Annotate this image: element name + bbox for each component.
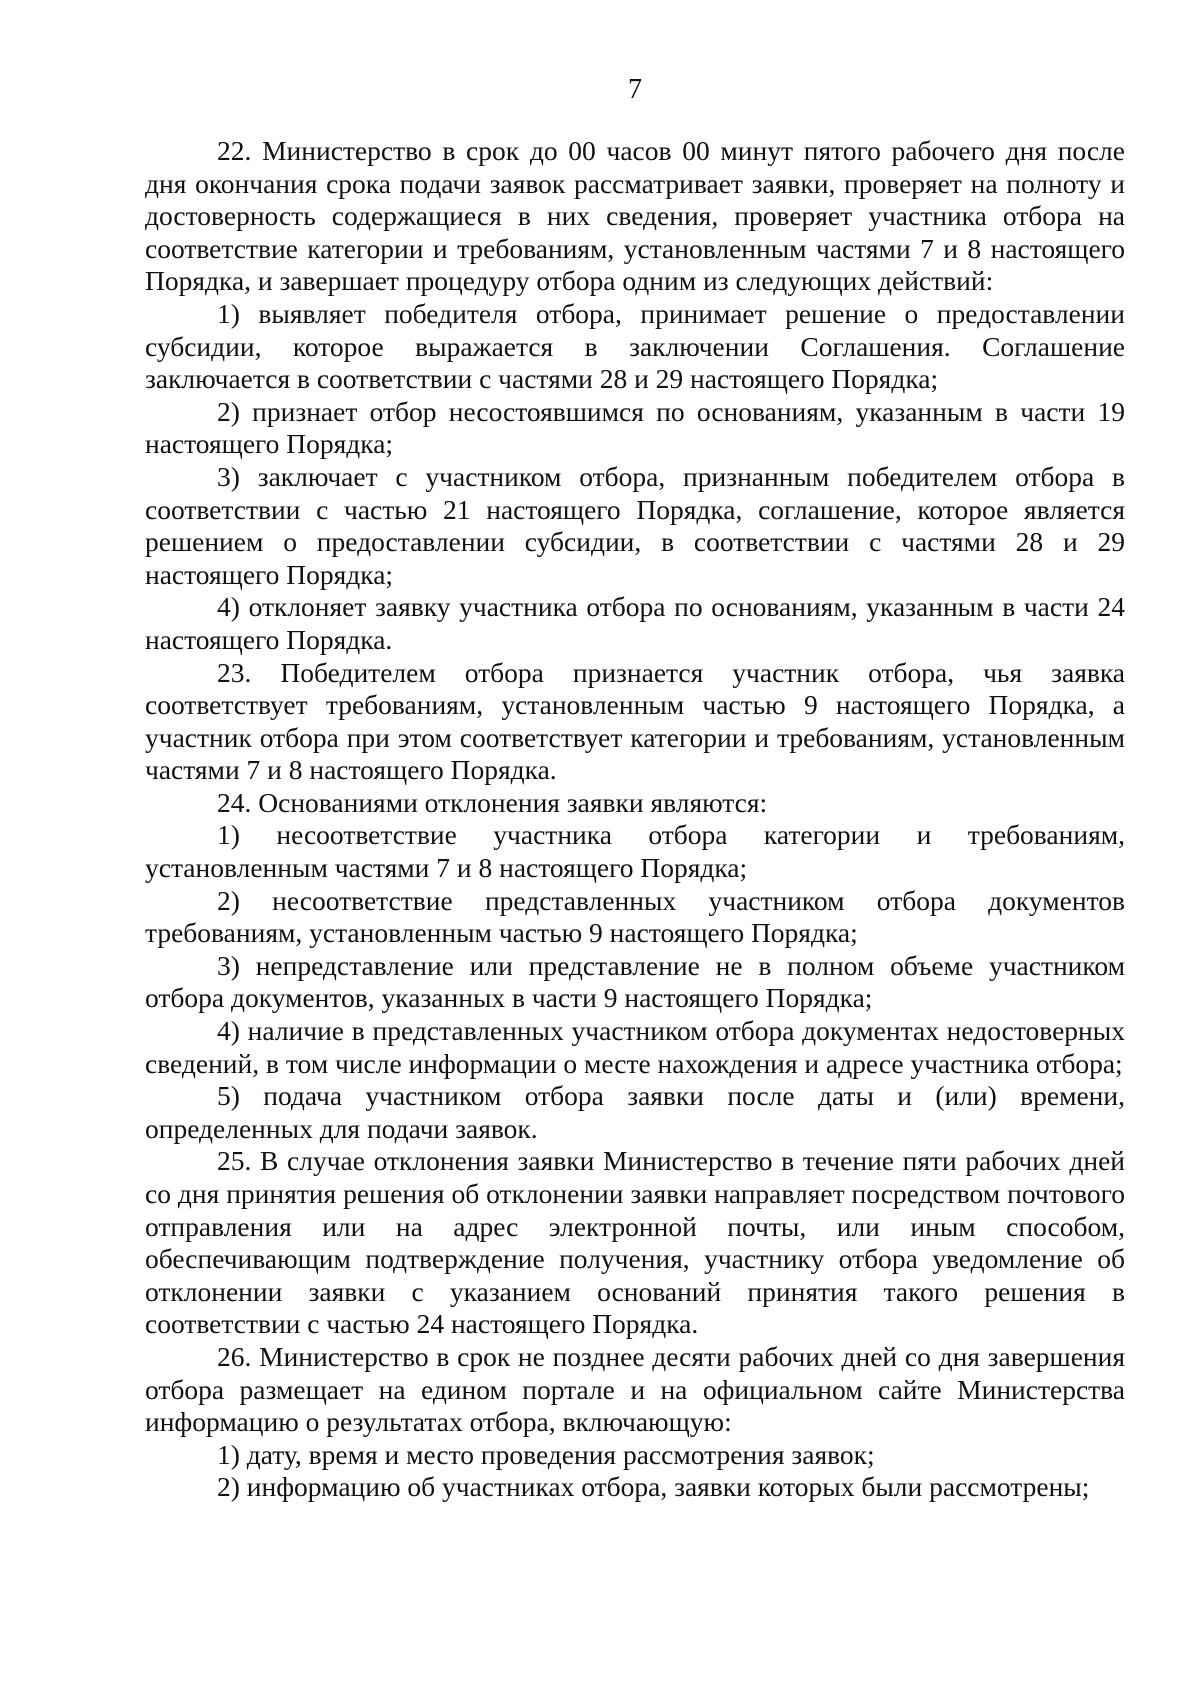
paragraph-26-item-2: 2) информацию об участниках отбора, заявки которых были рассмотрены;: [217, 1471, 1090, 1503]
paragraph-24-item-3: 3) непредставление или представление не в полном объеме участником отбора документов, указанных в части 9 настоящего Порядка;: [145, 949, 1125, 1014]
paragraph-22-item-1: 1) выявляет победителя отбора, принимает решение о предоставлении субсидии, которое выражается в заключении Соглашения. Соглашение заключается в соответствии с частями 28 и 29 настоящего Порядка;: [145, 297, 1125, 395]
paragraph-23: 23. Победителем отбора признается участник отбора, чья заявка соответствует требованиям, установленным частью 9 настоящего Порядка, а участник отбора при этом соответствует категории и требованиям, установленным частями 7 и 8 настоящего Порядка.: [145, 656, 1125, 786]
paragraph-24-item-1: 1) несоответствие участника отбора категории и требованиям, установленным частями 7 и 8 настоящего Порядка;: [145, 819, 1125, 884]
paragraph-24: 24. Основаниями отклонения заявки являются:: [217, 786, 768, 818]
paragraph-22-item-4: 4) отклоняет заявку участника отбора по основаниям, указанным в части 24 настоящего Порядка.: [145, 591, 1125, 655]
paragraph-24-item-5: 5) подача участником отбора заявки после даты и (или) времени, определенных для подачи заявок.: [145, 1080, 1125, 1144]
paragraph-26-item-1: 1) дату, время и место проведения рассмотрения заявок;: [217, 1438, 875, 1470]
paragraph-22: 22. Министерство в срок до 00 часов 00 минут пятого рабочего дня после дня окончания срока подачи заявок рассматривает заявки, проверяет на полноту и достоверность содержащиеся в них сведения, проверяет участника отбора на соответствие категории и требованиям, установленным частями 7 и 8 настоящего Порядка, и завершает процедуру отбора одним из следующих действий:: [145, 135, 1125, 297]
paragraph-25: 25. В случае отклонения заявки Министерство в течение пяти рабочих дней со дня принятия решения об отклонении заявки направляет посредством почтового отправления или на адрес электронной почты, или иным способом, обеспечивающим подтверждение получения, участнику отбора уведомление об отклонении заявки с указанием оснований принятия такого решения в соответствии с частью 24 настоящего Порядка.: [145, 1145, 1125, 1340]
paragraph-24-item-2: 2) несоответствие представленных участником отбора документов требованиям, установленным частью 9 настоящего Порядка;: [145, 884, 1125, 949]
paragraph-22-item-2: 2) признает отбор несостоявшимся по основаниям, указанным в части 19 настоящего Порядка;: [145, 395, 1125, 460]
page-number: 7: [628, 74, 642, 105]
paragraph-26: 26. Министерство в срок не позднее десяти рабочих дней со дня завершения отбора размещает на едином портале и на официальном сайте Министерства информацию о результатах отбора, включающую:: [145, 1340, 1125, 1438]
paragraph-24-item-4: 4) наличие в представленных участником отбора документах недостоверных сведений, в том числе информации о месте нахождения и адресе участника отбора;: [145, 1015, 1125, 1079]
document-body: [145, 135, 1125, 1504]
paragraph-22-item-3: 3) заключает с участником отбора, признанным победителем отбора в соответствии с частью 21 настоящего Порядка, соглашение, которое является решением о предоставлении субсидии, в соответствии с частями 28 и 29 настоящего Порядка;: [145, 460, 1125, 590]
